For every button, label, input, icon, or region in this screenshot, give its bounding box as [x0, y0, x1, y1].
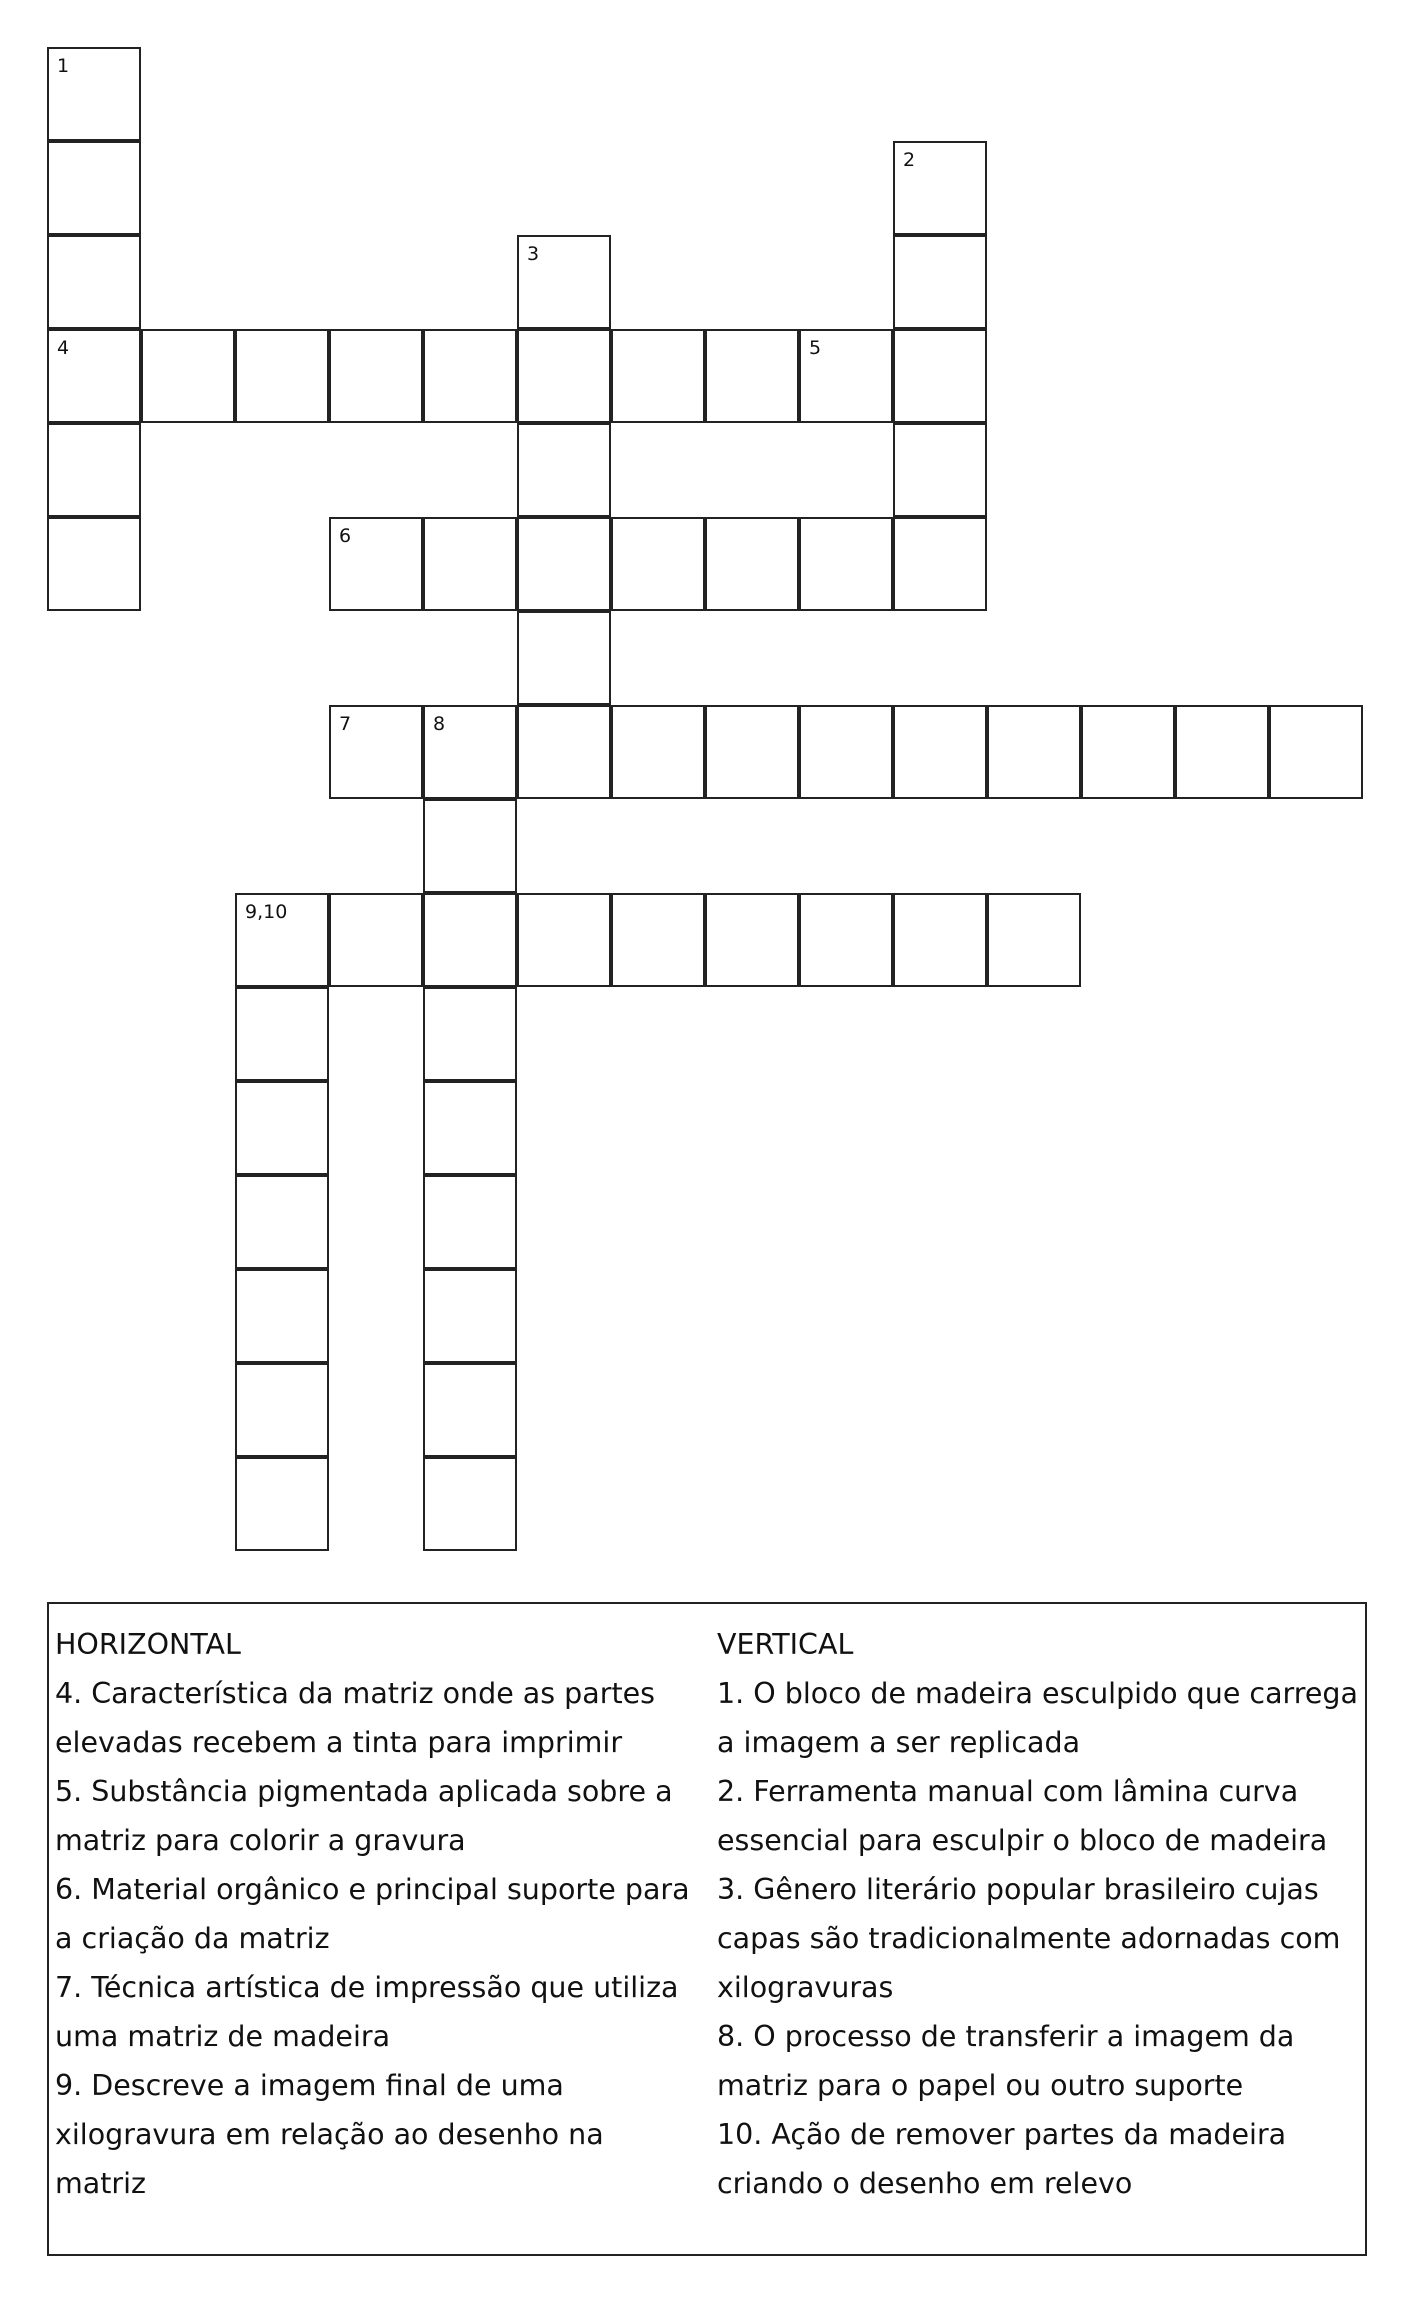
clue-h-5: 5. Substância pigmentada aplicada sobre a matriz para colorir a gravura	[55, 1775, 673, 1857]
grid-cell[interactable]	[799, 329, 893, 423]
grid-cell[interactable]	[799, 517, 893, 611]
grid-cell[interactable]	[235, 893, 329, 987]
grid-cell[interactable]	[47, 235, 141, 329]
grid-cell[interactable]	[705, 517, 799, 611]
vertical-title: VERTICAL	[717, 1628, 854, 1661]
grid-cell[interactable]	[235, 329, 329, 423]
grid-cell[interactable]	[893, 235, 987, 329]
grid-cell[interactable]	[47, 141, 141, 235]
clue-number: 1	[57, 55, 70, 77]
clue-number: 7	[339, 713, 352, 735]
grid-cell[interactable]	[987, 893, 1081, 987]
grid-cell[interactable]	[235, 987, 329, 1081]
horizontal-title: HORIZONTAL	[55, 1628, 241, 1661]
clue-number: 5	[809, 337, 822, 359]
clues-box	[47, 1602, 1367, 2256]
clue-v-10: 10. Ação de remover partes da madeira criando o desenho em relevo	[717, 2118, 1287, 2200]
grid-cell[interactable]	[423, 987, 517, 1081]
clue-h-7: 7. Técnica artística de impressão que utiliza uma matriz de madeira	[55, 1971, 679, 2053]
clue-h-9: 9. Descreve a imagem final de uma xilogravura em relação ao desenho na matriz	[55, 2069, 604, 2200]
clue-number: 2	[903, 149, 916, 171]
grid-cell[interactable]	[47, 47, 141, 141]
grid-cell[interactable]	[423, 705, 517, 799]
grid-cell[interactable]	[611, 517, 705, 611]
grid-cell[interactable]	[423, 1363, 517, 1457]
grid-cell[interactable]	[705, 705, 799, 799]
grid-cell[interactable]	[423, 517, 517, 611]
grid-cell[interactable]	[799, 705, 893, 799]
grid-cell[interactable]	[329, 517, 423, 611]
grid-cell[interactable]	[611, 893, 705, 987]
clue-v-1: 1. O bloco de madeira esculpido que carrega a imagem a ser replicada	[717, 1677, 1358, 1759]
grid-cell[interactable]	[893, 141, 987, 235]
grid-cell[interactable]	[423, 893, 517, 987]
grid-cell[interactable]	[517, 235, 611, 329]
clue-h-4: 4. Característica da matriz onde as partes elevadas recebem a tinta para imprimir	[55, 1677, 656, 1759]
grid-cell[interactable]	[1081, 705, 1175, 799]
grid-cell[interactable]	[235, 1269, 329, 1363]
grid-cell[interactable]	[517, 423, 611, 517]
clue-number: 4	[57, 337, 70, 359]
grid-cell[interactable]	[329, 329, 423, 423]
grid-cell[interactable]	[329, 705, 423, 799]
grid-cell[interactable]	[329, 893, 423, 987]
horizontal-clues	[55, 1620, 695, 2208]
grid-cell[interactable]	[423, 1175, 517, 1269]
grid-cell[interactable]	[235, 1081, 329, 1175]
clue-number: 3	[527, 243, 540, 265]
grid-cell[interactable]	[893, 517, 987, 611]
grid-cell[interactable]	[705, 329, 799, 423]
grid-cell[interactable]	[235, 1457, 329, 1551]
grid-cell[interactable]	[517, 705, 611, 799]
grid-cell[interactable]	[517, 517, 611, 611]
grid-cell[interactable]	[705, 893, 799, 987]
grid-cell[interactable]	[235, 1175, 329, 1269]
clue-h-6: 6. Material orgânico e principal suporte para a criação da matriz	[55, 1873, 690, 1955]
clue-v-2: 2. Ferramenta manual com lâmina curva essencial para esculpir o bloco de madeira	[717, 1775, 1328, 1857]
vertical-clues	[717, 1620, 1367, 2208]
grid-cell[interactable]	[141, 329, 235, 423]
grid-cell[interactable]	[517, 893, 611, 987]
grid-cell[interactable]	[893, 329, 987, 423]
grid-cell[interactable]	[47, 329, 141, 423]
grid-cell[interactable]	[47, 423, 141, 517]
grid-cell[interactable]	[423, 799, 517, 893]
grid-cell[interactable]	[423, 1269, 517, 1363]
clue-number: 6	[339, 525, 352, 547]
grid-cell[interactable]	[799, 893, 893, 987]
grid-cell[interactable]	[611, 329, 705, 423]
grid-cell[interactable]	[893, 705, 987, 799]
grid-cell[interactable]	[611, 705, 705, 799]
grid-cell[interactable]	[423, 1081, 517, 1175]
grid-cell[interactable]	[235, 1363, 329, 1457]
grid-cell[interactable]	[987, 705, 1081, 799]
clue-v-8: 8. O processo de transferir a imagem da matriz para o papel ou outro suporte	[717, 2020, 1295, 2102]
grid-cell[interactable]	[517, 611, 611, 705]
grid-cell[interactable]	[1269, 705, 1363, 799]
grid-cell[interactable]	[423, 329, 517, 423]
grid-cell[interactable]	[1175, 705, 1269, 799]
grid-cell[interactable]	[47, 517, 141, 611]
grid-cell[interactable]	[423, 1457, 517, 1551]
clue-v-3: 3. Gênero literário popular brasileiro cujas capas são tradicionalmente adornadas com xilogravuras	[717, 1873, 1341, 2004]
clue-number: 8	[433, 713, 446, 735]
grid-cell[interactable]	[893, 893, 987, 987]
grid-cell[interactable]	[517, 329, 611, 423]
clue-number: 9,10	[245, 901, 288, 923]
grid-cell[interactable]	[893, 423, 987, 517]
